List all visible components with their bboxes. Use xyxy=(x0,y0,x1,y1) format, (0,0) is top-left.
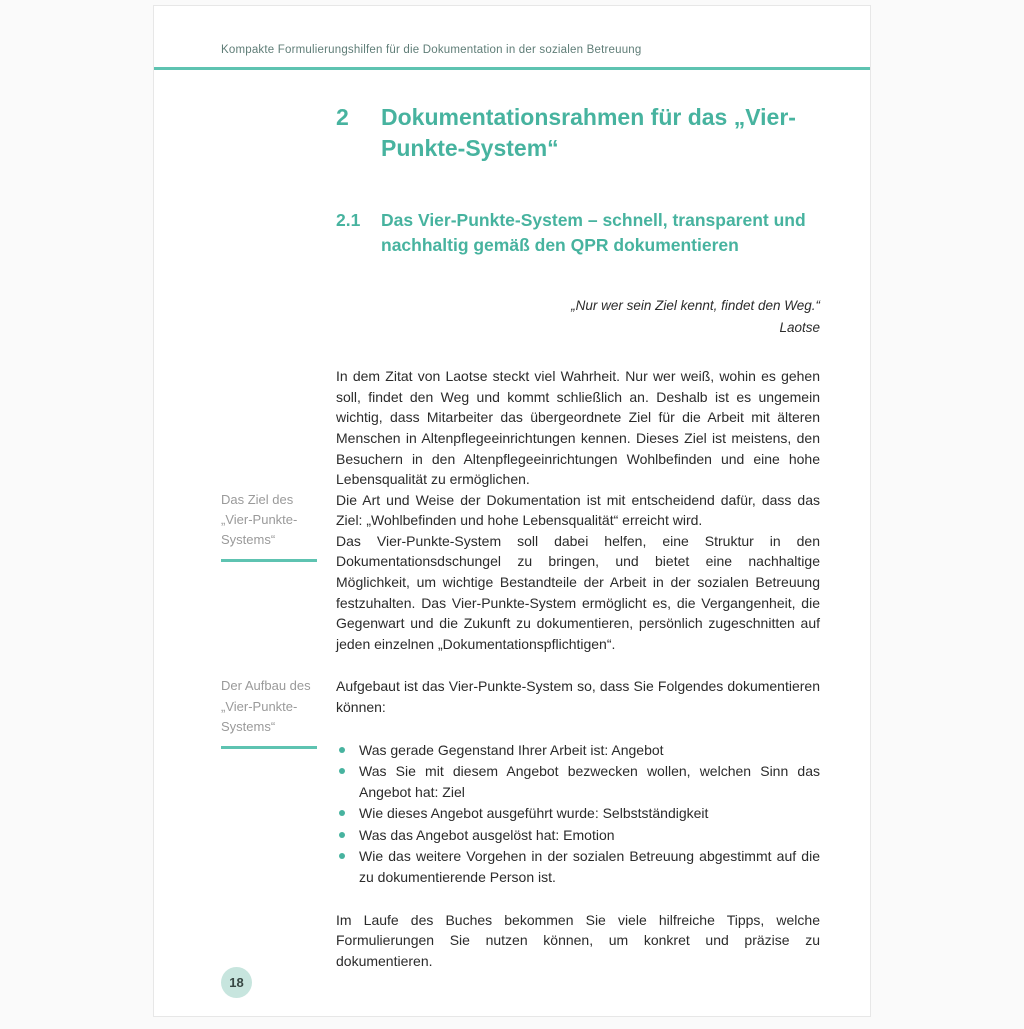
bullet-list xyxy=(336,740,820,888)
bullet-text: Was gerade Gegenstand Ihrer Arbeit ist: Angebot xyxy=(359,741,664,758)
bullet-item xyxy=(336,825,820,846)
bullet-icon xyxy=(339,853,345,859)
subsection-number: 2.1 xyxy=(336,210,361,231)
margin-spacer xyxy=(221,366,336,489)
margin-spacer xyxy=(221,102,336,208)
section-number: 2 xyxy=(336,104,349,130)
paragraph: Das Vier-Punkte-System soll dabei helfen, eine Struktur in den Dokumentationsdschungel zu bringen, und bietet eine nachhaltige Möglichkeit, um wichtige Bestandteile der Arbeit in der sozialen Betreuung festzuhalten. Das Vier-Punkte-System ermöglicht es, die Vergangenheit, die Gegenwart und die Zukunft zu dokumentieren, persönlich zugeschnitten auf jeden einzelnen „Dokumentationspflichtigen“. xyxy=(336,532,820,652)
bullet-item xyxy=(336,761,820,802)
page-number-badge xyxy=(221,967,252,998)
page-number: 18 xyxy=(229,975,244,990)
margin-note-rule xyxy=(221,746,317,749)
margin-note-text: Der Aufbau des „Vier-Punkte-Systems“ xyxy=(221,678,311,734)
epigraph-quote xyxy=(336,295,820,338)
book-page xyxy=(153,5,871,1017)
quote-author: Laotse xyxy=(779,319,820,335)
subsection-heading xyxy=(336,208,820,257)
bullet-item xyxy=(336,846,820,887)
section-heading xyxy=(336,102,820,164)
bullet-icon xyxy=(339,832,345,838)
quote-text: „Nur wer sein Ziel kennt, findet den Weg.“ xyxy=(571,298,820,314)
bullet-icon xyxy=(339,810,345,816)
paragraph: Aufgebaut ist das Vier-Punkte-System so, dass Sie Folgendes dokumentieren können: xyxy=(336,678,820,715)
paragraph: In dem Zitat von Laotse steckt viel Wahrheit. Nur wer weiß, wohin es gehen soll, findet den Weg und kommt schließlich an. Deshalb ist es ungemein wichtig, dass Mitarbeiter das übergeordnete Ziel für die Arbeit mit älteren Menschen in Altenpflegeeinrichtungen kennen. Dieses Ziel ist meistens, den Besuchern in den Altenpflegeeinrichtungen Wohlbefinden und eine hohe Lebensqualität zu ermöglichen. xyxy=(336,368,820,488)
bullet-item xyxy=(336,803,820,824)
bullet-item xyxy=(336,740,820,761)
bullet-icon xyxy=(339,747,345,753)
paragraph: Die Art und Weise der Dokumentation ist mit entscheidend dafür, dass das Ziel: „Wohlbefinden und hohe Lebensqualität“ erreicht wird. xyxy=(336,491,820,529)
subsection-title: Das Vier-Punkte-System – schnell, transparent und nachhaltig gemäß den QPR dokumentieren xyxy=(381,210,806,255)
bullet-text: Wie dieses Angebot ausgeführt wurde: Selbstständigkeit xyxy=(359,805,709,822)
bullet-text: Wie das weitere Vorgehen in der sozialen Betreuung abgestimmt auf die zu dokumentierende Person ist. xyxy=(359,848,820,885)
margin-note-rule xyxy=(221,559,317,562)
margin-spacer xyxy=(221,295,336,366)
bullet-text: Was Sie mit diesem Angebot bezwecken wollen, welchen Sinn das Angebot hat: Ziel xyxy=(359,763,820,800)
bullet-icon xyxy=(339,768,345,774)
bullet-text: Was das Angebot ausgelöst hat: Emotion xyxy=(359,826,615,843)
running-header: Kompakte Formulierungshilfen für die Dokumentation in der sozialen Betreuung xyxy=(221,44,642,56)
paragraph: Im Laufe des Buches bekommen Sie viele hilfreiche Tipps, welche Formulierungen Sie nutzen können, um konkret und präzise zu dokumentieren. xyxy=(336,911,820,969)
margin-spacer xyxy=(221,208,336,295)
page-content xyxy=(154,70,870,971)
section-title: Dokumentationsrahmen für das „Vier-Punkte-System“ xyxy=(381,104,796,162)
margin-note-goal xyxy=(221,490,322,562)
margin-note-text: Das Ziel des „Vier-Punkte-Systems“ xyxy=(221,491,298,548)
margin-note-structure xyxy=(221,676,322,748)
